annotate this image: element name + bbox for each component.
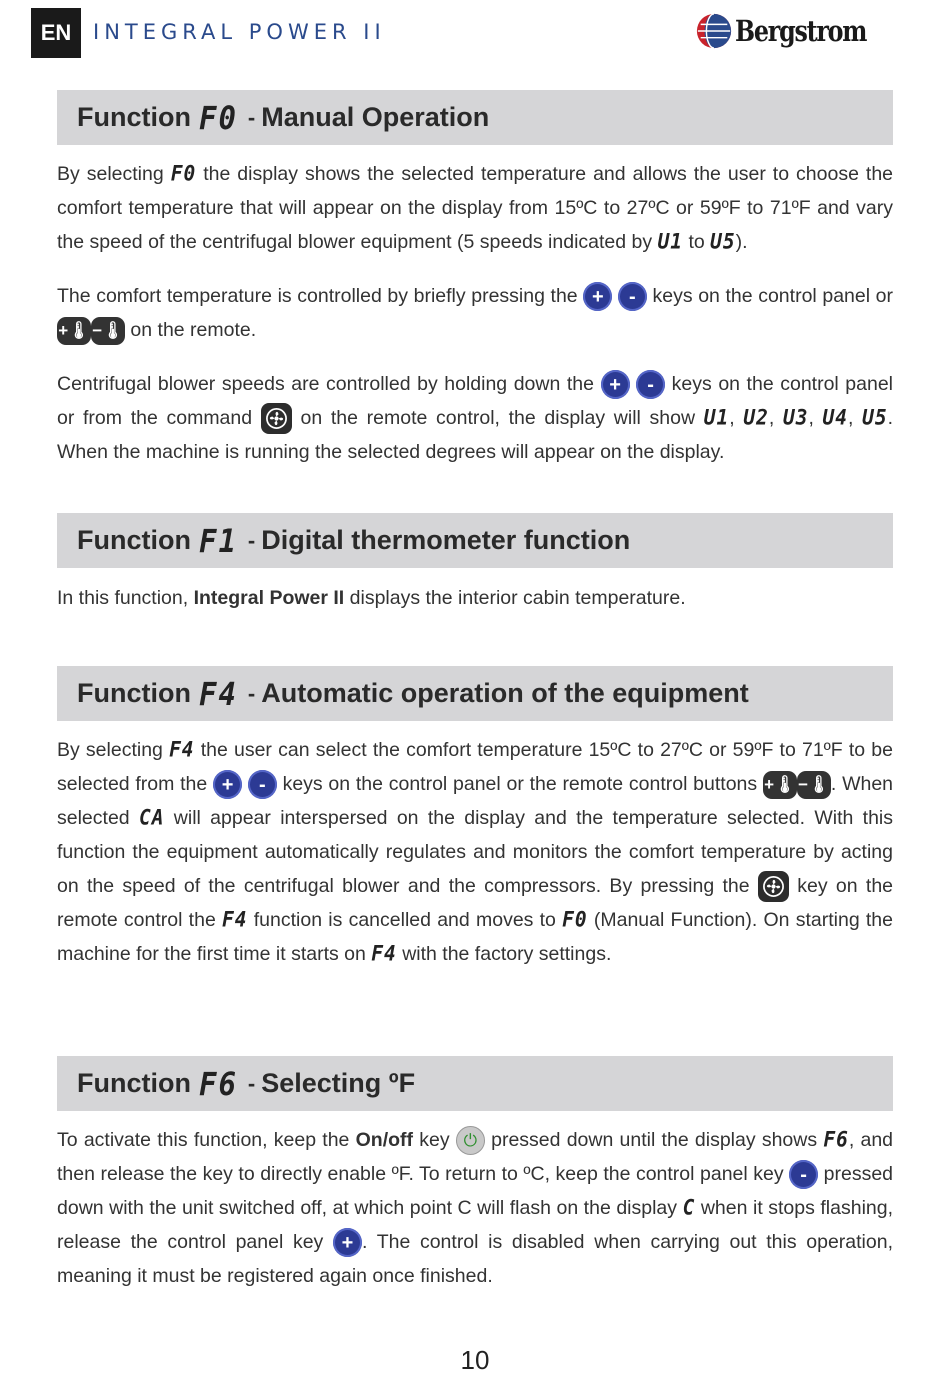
product-title: INTEGRAL POWER II bbox=[93, 20, 386, 44]
f0-paragraph-2: The comfort temperature is controlled by briefly pressing the + - keys on the control panel or +🌡 −🌡 on the remote. bbox=[57, 279, 893, 347]
f4-paragraph: By selecting F4 the user can select the comfort temperature 15ºC to 27ºC or 59ºF to 71ºF to be selected from the + - keys on the control panel or the remote control buttons +🌡 −🌡. When selected CA will appear interspersed on the display and the temperature selected. With this function the equipment automatically regulates and monitors the comfort temperature by acting on the speed of the centrifugal blower and the compressors. By pressing the key on the remote control the F4 function is cancelled and moves to F0 (Manual Function). On starting the machine for the first time it starts on F4 with the factory settings. bbox=[57, 733, 893, 971]
display-code-f1: F1 bbox=[198, 521, 238, 560]
display-code-f4: F4 bbox=[222, 906, 248, 933]
power-key-icon: ⏻ bbox=[456, 1126, 485, 1155]
display-code-u1: U1 bbox=[657, 228, 684, 255]
plus-key-icon: + bbox=[583, 282, 612, 311]
display-code-u2: U2 bbox=[743, 404, 769, 431]
display-code-u4: U4 bbox=[822, 404, 849, 431]
brand-logo bbox=[695, 12, 895, 50]
f6-paragraph: To activate this function, keep the On/off key ⏻ pressed down until the display shows F6, and then release the key to directly enable ºF. To return to ºC, keep the control panel key - pressed down with the unit switched off, at which point C will flash on the display C when it stops flashing, release the control panel key + . The control is disabled when carrying out this operation, meaning it must be registered again once finished. bbox=[57, 1123, 893, 1293]
page-header bbox=[31, 8, 895, 60]
display-code-u1: U1 bbox=[703, 404, 730, 431]
heading-title: Digital thermometer function bbox=[261, 525, 631, 555]
minus-key-icon: - bbox=[789, 1160, 818, 1189]
plus-key-icon: + bbox=[333, 1228, 362, 1257]
globe-logo-icon bbox=[695, 12, 733, 50]
section-heading-f0: Function F0 - Manual Operation bbox=[57, 90, 893, 145]
section-heading-f1: Function F1 - Digital thermometer function bbox=[57, 513, 893, 568]
remote-plus-icon: +🌡 bbox=[57, 317, 91, 345]
section-heading-f6: Function F6 - Selecting ºF bbox=[57, 1056, 893, 1111]
heading-prefix: Function bbox=[77, 678, 191, 708]
display-code-f4: F4 bbox=[198, 674, 238, 713]
display-code-u5: U5 bbox=[710, 228, 736, 255]
fan-icon bbox=[261, 403, 292, 434]
brand-name: Bergstrom bbox=[734, 14, 867, 48]
display-code-f6: F6 bbox=[198, 1064, 238, 1103]
display-code-u3: U3 bbox=[782, 404, 809, 431]
minus-key-icon: - bbox=[248, 770, 277, 799]
minus-key-icon: - bbox=[636, 370, 665, 399]
heading-title: Automatic operation of the equipment bbox=[261, 678, 749, 708]
heading-prefix: Function bbox=[77, 1068, 191, 1098]
remote-minus-icon: −🌡 bbox=[91, 317, 125, 345]
display-code-u5: U5 bbox=[862, 404, 888, 431]
f0-paragraph-1: By selecting F0 the display shows the selected temperature and allows the user to choose the comfort temperature that will appear on the display from 15ºC to 27ºC or 59ºF to 71ºF and vary the speed of the centrifugal blower equipment (5 speeds indicated by U1 to U5). bbox=[57, 157, 893, 259]
display-code-ca: CA bbox=[138, 804, 165, 831]
f0-paragraph-3: Centrifugal blower speeds are controlled by holding down the + - keys on the control panel or from the command on the remote control, the display will show U1, U2, U3, U4, U5. When the machine is running the selected degrees will appear on the display. bbox=[57, 367, 893, 469]
heading-prefix: Function bbox=[77, 525, 191, 555]
display-code-f4: F4 bbox=[371, 940, 397, 967]
minus-key-icon: - bbox=[618, 282, 647, 311]
section-heading-f4: Function F4 - Automatic operation of the equipment bbox=[57, 666, 893, 721]
remote-minus-icon: −🌡 bbox=[797, 771, 831, 799]
heading-prefix: Function bbox=[77, 102, 191, 132]
display-code-f0: F0 bbox=[170, 160, 197, 187]
display-code-f0: F0 bbox=[198, 98, 238, 137]
remote-plus-icon: +🌡 bbox=[763, 771, 797, 799]
display-code-f0: F0 bbox=[562, 906, 588, 933]
heading-title: Manual Operation bbox=[261, 102, 490, 132]
plus-key-icon: + bbox=[601, 370, 630, 399]
display-code-f6: F6 bbox=[823, 1126, 849, 1153]
language-badge: EN bbox=[31, 8, 81, 58]
display-code-f4: F4 bbox=[169, 736, 195, 763]
page-number: 10 bbox=[460, 1345, 490, 1375]
onoff-label-bold: On/off bbox=[355, 1129, 414, 1151]
fan-icon bbox=[758, 871, 789, 902]
product-name-bold: Integral Power II bbox=[193, 587, 345, 609]
f1-paragraph: In this function, Integral Power II displays the interior cabin temperature. bbox=[57, 587, 686, 609]
plus-key-icon: + bbox=[213, 770, 242, 799]
display-code-c: C bbox=[682, 1194, 696, 1221]
heading-title: Selecting ºF bbox=[261, 1068, 416, 1098]
